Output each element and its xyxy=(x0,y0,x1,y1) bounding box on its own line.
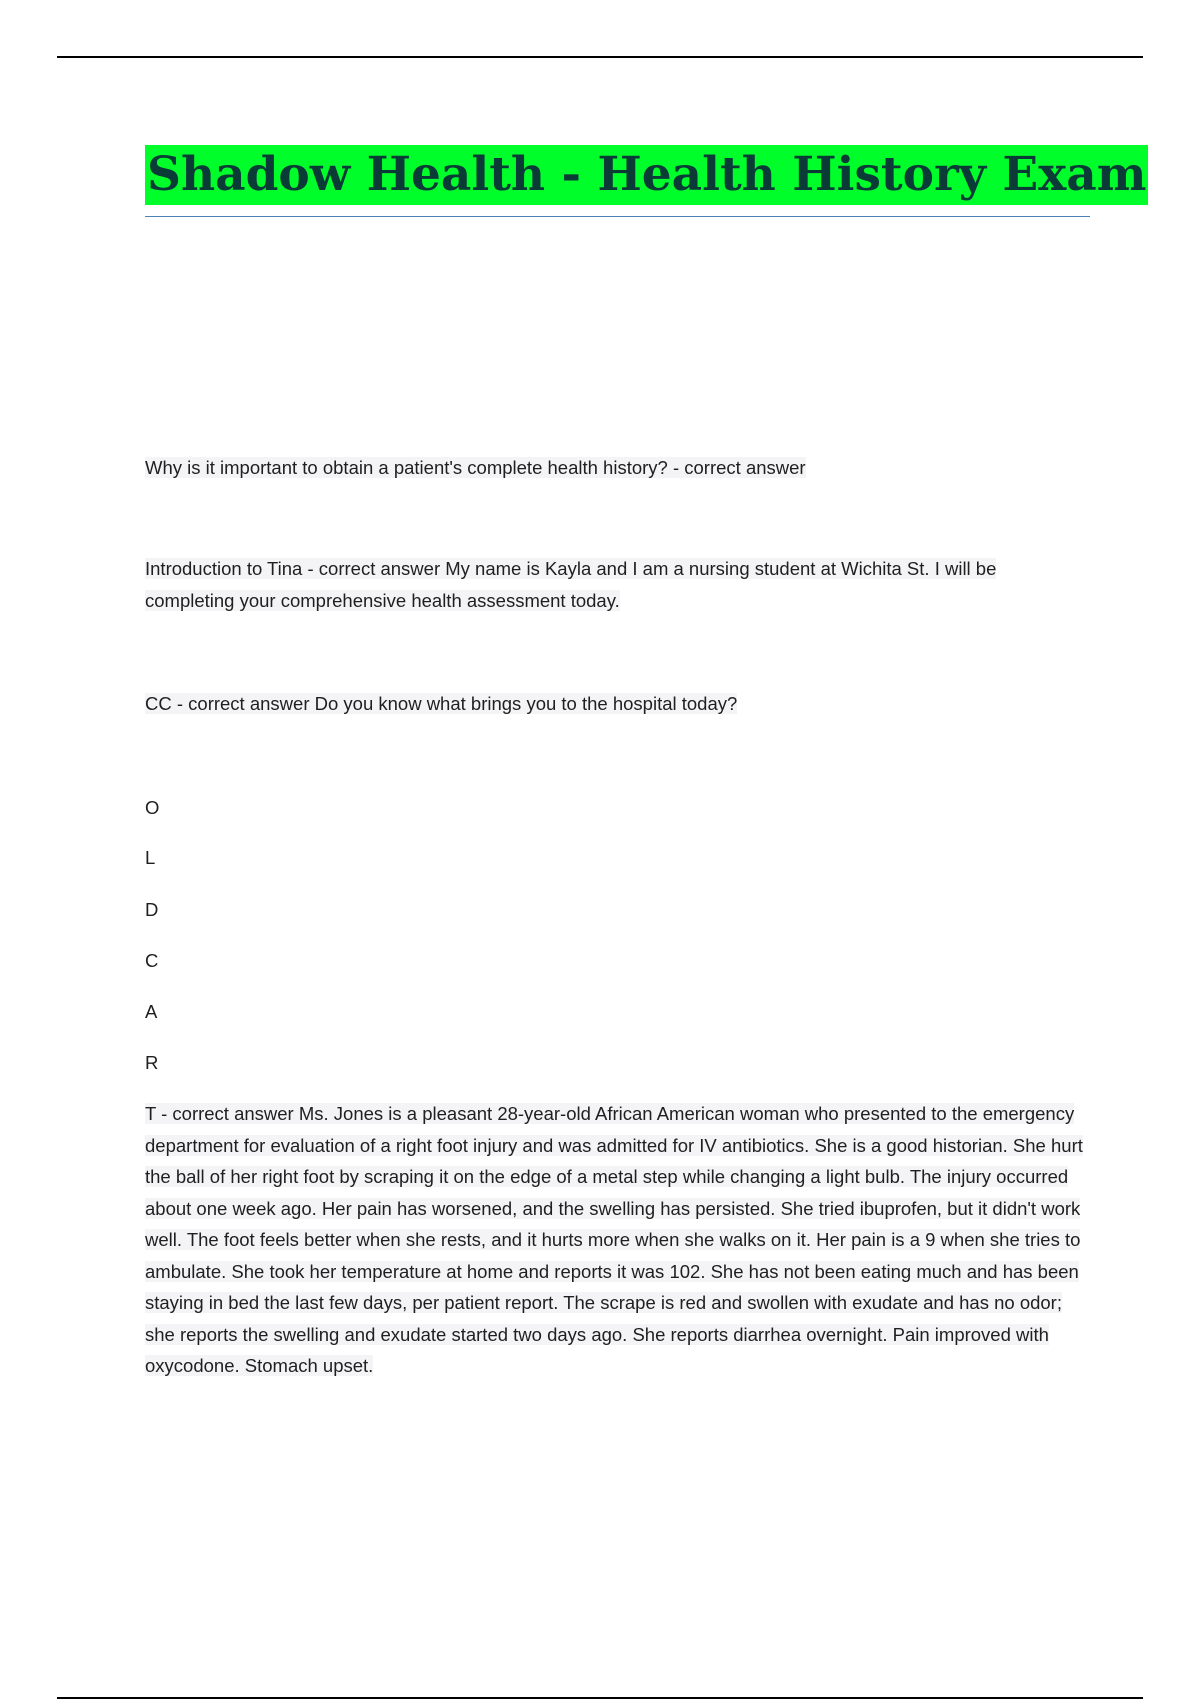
oldcart-letter-o: O xyxy=(145,797,160,818)
oldcart-letter-d: D xyxy=(145,899,159,920)
oldcart-letter-a: A xyxy=(145,1001,158,1022)
question-complete-history xyxy=(145,452,1090,484)
oldcart-letter-c: C xyxy=(145,950,159,971)
header-rule xyxy=(57,56,1143,58)
question-timing-text: T - correct answer Ms. Jones is a pleasant 28-year-old African American woman who presented to the emergency department for evaluation of a right foot injury and was admitted for IV antibiotics. She is a good historian. She hurt the ball of her right foot by scraping it on the edge of a metal step while changing a light bulb. The injury occurred about one week ago. Her pain has worsened, and the swelling has persisted. She tried ibuprofen, but it didn't work well. The foot feels better when she rests, and it hurts more when she walks on it. Her pain is a 9 when she tries to ambulate. She took her temperature at home and reports it was 102. She has not been eating much and has been staying in bed the last few days, per patient report. The scrape is red and swollen with exudate and has no odor; she reports the swelling and exudate started two days ago. She reports diarrhea overnight. Pain improved with oxycodone. Stomach upset. xyxy=(145,1103,1083,1376)
oldcart-letter-l: L xyxy=(145,847,156,868)
question-chief-complaint-text: CC - correct answer Do you know what brings you to the hospital today? xyxy=(145,693,738,714)
question-introduction xyxy=(145,553,1090,616)
question-introduction-text: Introduction to Tina - correct answer My name is Kayla and I am a nursing student at Wichita St. I will be completing your comprehensive health assessment today. xyxy=(145,558,997,611)
question-timing xyxy=(145,1098,1090,1382)
question-chief-complaint xyxy=(145,688,1090,720)
document-title: Shadow Health - Health History Exam xyxy=(145,145,1148,205)
question-complete-history-text: Why is it important to obtain a patient's complete health history? - correct answer xyxy=(145,457,806,478)
footer-rule xyxy=(57,1697,1143,1699)
title-block xyxy=(145,145,1147,217)
oldcart-letter-r: R xyxy=(145,1052,159,1073)
